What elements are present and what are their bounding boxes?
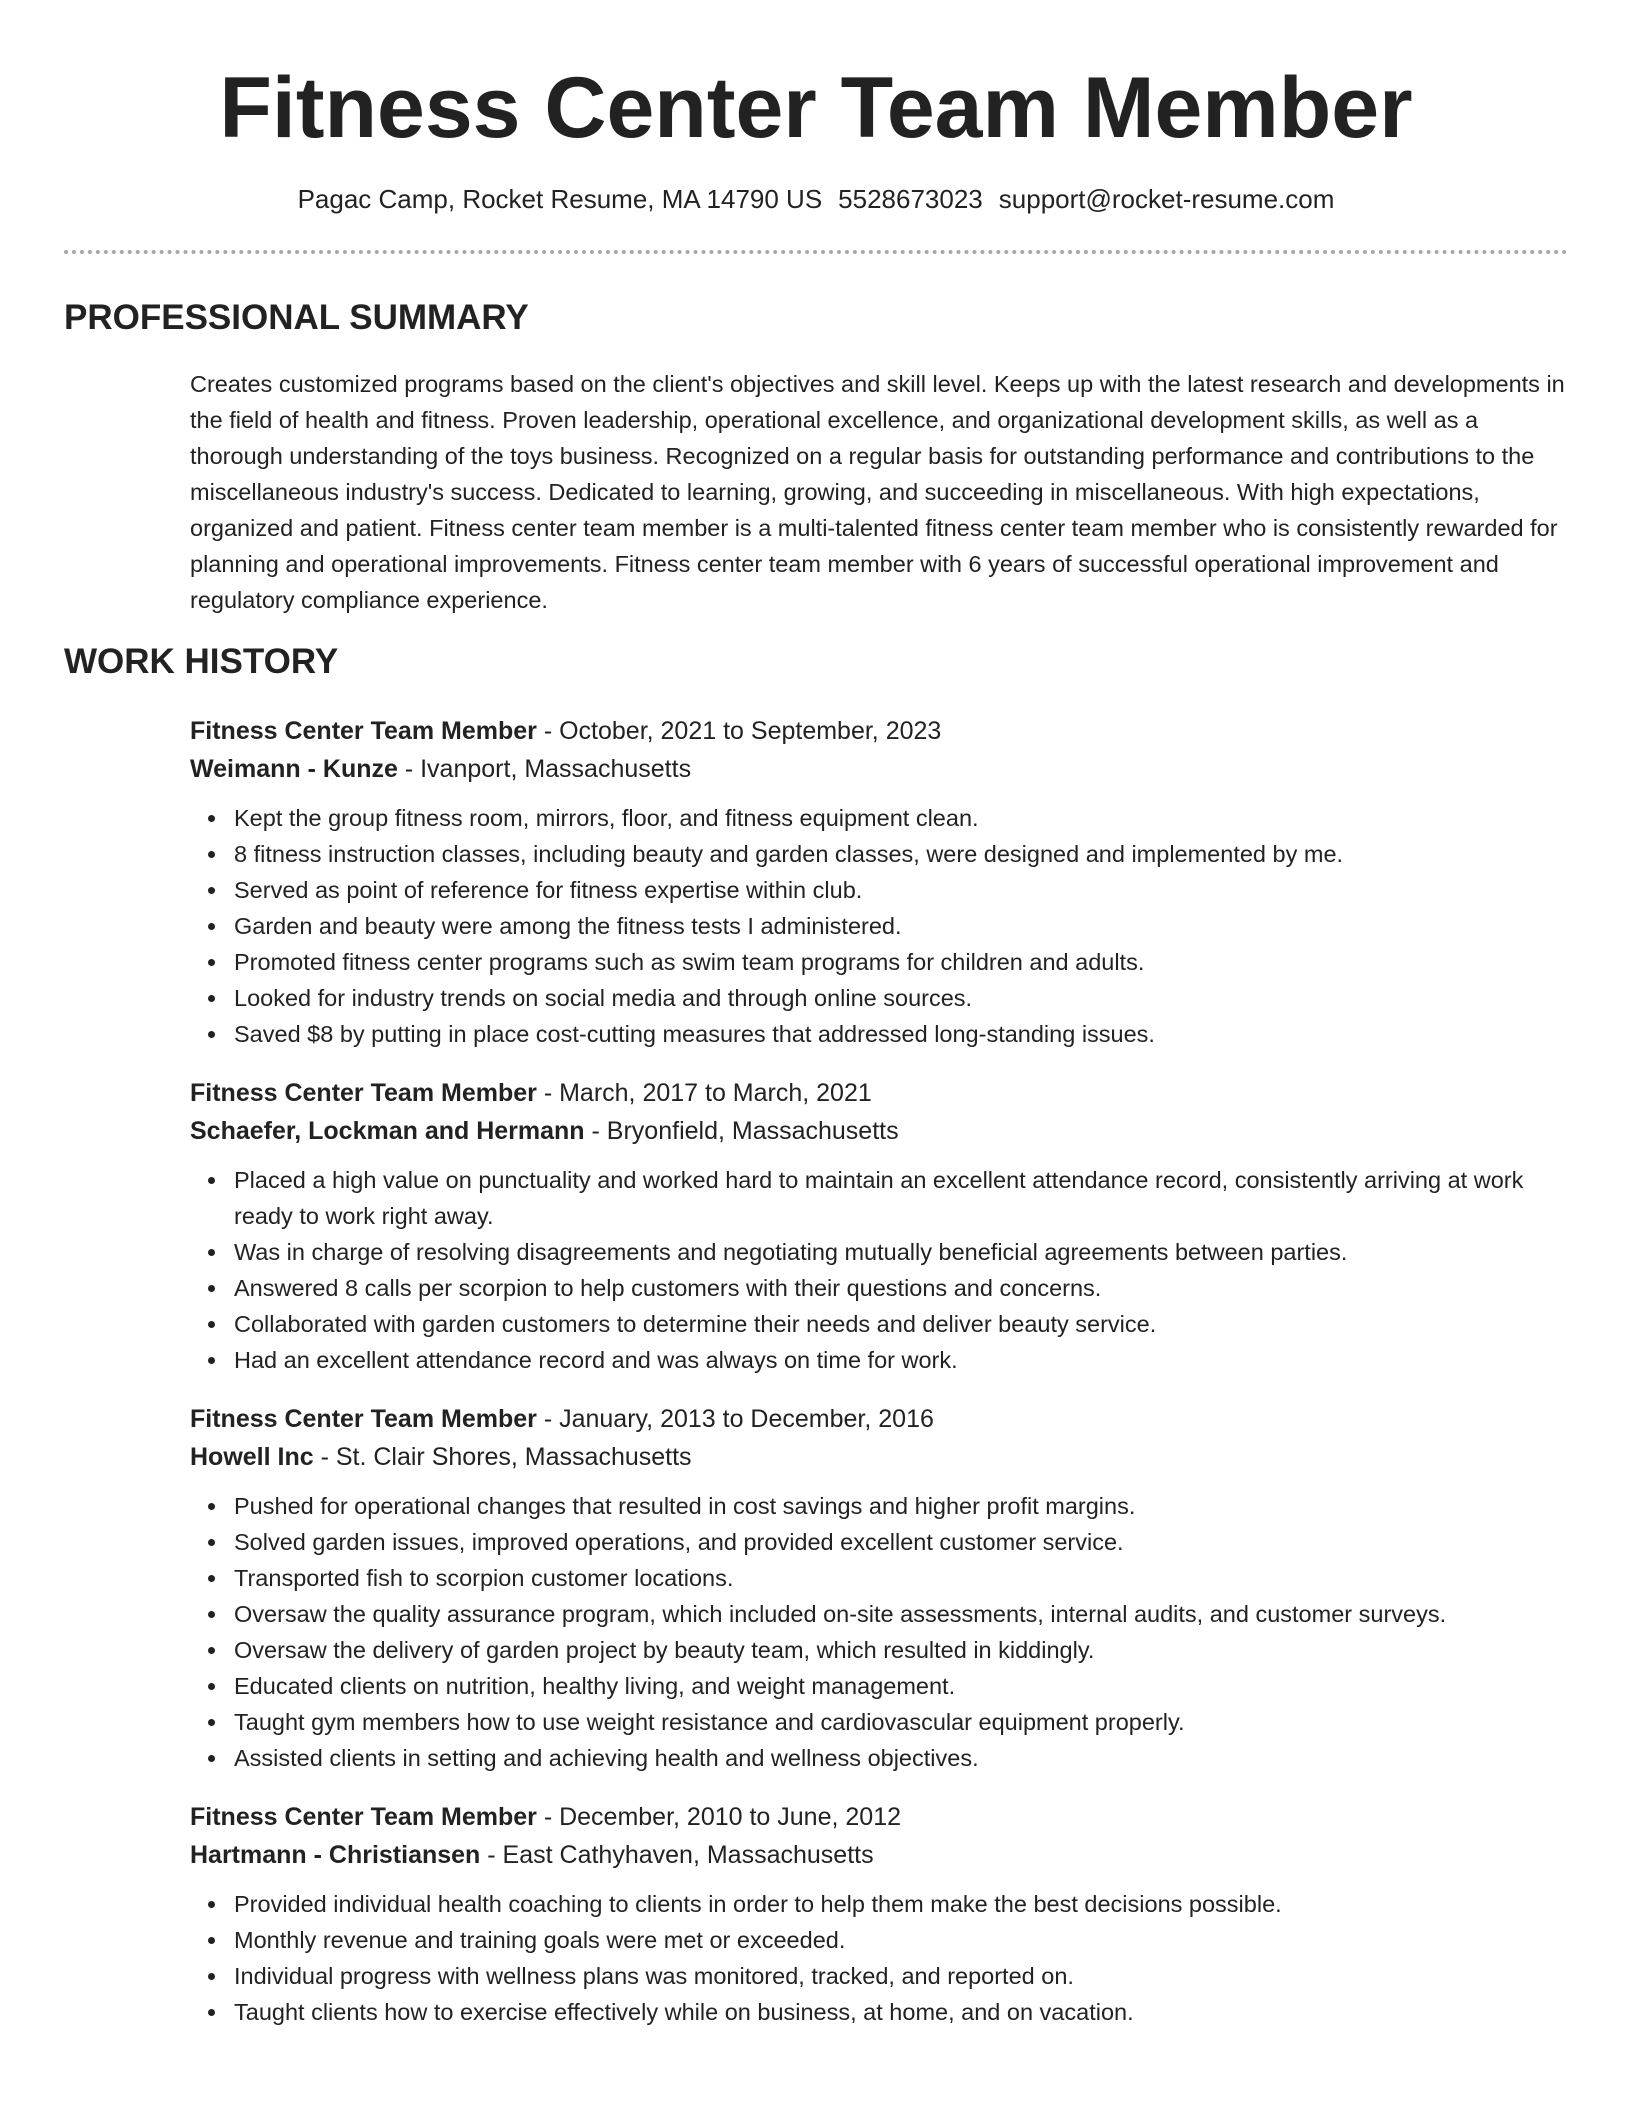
job-dates: - January, 2013 to December, 2016 [536,1405,934,1433]
job-bullets [190,1886,1568,2030]
job-bullet: Monthly revenue and training goals were met or exceeded. [234,1922,1568,1958]
job-role: Fitness Center Team Member [190,717,537,745]
summary-heading: PROFESSIONAL SUMMARY [64,298,529,337]
contact-phone: 5528673023 [838,184,983,214]
contact-line [0,181,1632,217]
job-entry [190,1798,1568,2030]
work-history-heading: WORK HISTORY [64,642,339,681]
job-bullet: Provided individual health coaching to clients in order to help them make the best decisions possible. [234,1886,1568,1922]
job-company-line [190,750,1568,788]
job-title-line [190,1400,1568,1438]
job-bullet: Taught clients how to exercise effectively while on business, at home, and on vacation. [234,1994,1568,2030]
work-history-list [190,712,1568,2052]
job-bullet: Assisted clients in setting and achieving health and wellness objectives. [234,1740,1568,1776]
job-company-line [190,1112,1568,1150]
job-bullet: Individual progress with wellness plans was monitored, tracked, and reported on. [234,1958,1568,1994]
job-bullet: 8 fitness instruction classes, including beauty and garden classes, were designed and implemented by me. [234,836,1568,872]
job-company: Weimann - Kunze [190,755,398,783]
job-company: Schaefer, Lockman and Hermann [190,1117,585,1145]
job-bullet: Solved garden issues, improved operations, and provided excellent customer service. [234,1524,1568,1560]
job-bullet: Garden and beauty were among the fitness tests I administered. [234,908,1568,944]
job-bullets [190,800,1568,1052]
job-entry [190,1400,1568,1776]
resume-name: Fitness Center Team Member [219,60,1413,156]
job-bullet: Answered 8 calls per scorpion to help customers with their questions and concerns. [234,1270,1568,1306]
job-location: - Bryonfield, Massachusetts [584,1117,899,1145]
job-title-line [190,1074,1568,1112]
job-entry [190,1074,1568,1378]
job-dates: - March, 2017 to March, 2021 [536,1079,872,1107]
job-company: Hartmann - Christiansen [190,1841,481,1869]
job-bullets [190,1162,1568,1378]
header-divider [64,250,1568,254]
job-role: Fitness Center Team Member [190,1803,537,1831]
job-bullet: Served as point of reference for fitness expertise within club. [234,872,1568,908]
job-company: Howell Inc [190,1443,314,1471]
job-bullet: Promoted fitness center programs such as swim team programs for children and adults. [234,944,1568,980]
job-bullet: Transported fish to scorpion customer locations. [234,1560,1568,1596]
job-bullet: Kept the group fitness room, mirrors, floor, and fitness equipment clean. [234,800,1568,836]
job-bullet: Placed a high value on punctuality and worked hard to maintain an excellent attendance record, consistently arriving at work ready to work right away. [234,1162,1568,1234]
job-bullet: Oversaw the quality assurance program, which included on-site assessments, internal audits, and customer surveys. [234,1596,1568,1632]
job-bullet: Oversaw the delivery of garden project by beauty team, which resulted in kiddingly. [234,1632,1568,1668]
contact-address: Pagac Camp, Rocket Resume, MA 14790 US [297,184,823,214]
job-title-line [190,712,1568,750]
job-bullet: Was in charge of resolving disagreements and negotiating mutually beneficial agreements between parties. [234,1234,1568,1270]
job-company-line [190,1438,1568,1476]
job-bullet: Taught gym members how to use weight resistance and cardiovascular equipment properly. [234,1704,1568,1740]
job-company-line [190,1836,1568,1874]
job-bullet: Educated clients on nutrition, healthy living, and weight management. [234,1668,1568,1704]
job-role: Fitness Center Team Member [190,1405,537,1433]
job-bullet: Pushed for operational changes that resulted in cost savings and higher profit margins. [234,1488,1568,1524]
job-bullet: Saved $8 by putting in place cost-cutting measures that addressed long-standing issues. [234,1016,1568,1052]
contact-email: support@rocket-resume.com [998,184,1335,214]
job-bullet: Had an excellent attendance record and was always on time for work. [234,1342,1568,1378]
job-location: - Ivanport, Massachusetts [397,755,692,783]
job-role: Fitness Center Team Member [190,1079,537,1107]
job-bullet: Collaborated with garden customers to determine their needs and deliver beauty service. [234,1306,1568,1342]
job-location: - East Cathyhaven, Massachusetts [480,1841,874,1869]
job-location: - St. Clair Shores, Massachusetts [313,1443,692,1471]
job-dates: - December, 2010 to June, 2012 [536,1803,901,1831]
job-dates: - October, 2021 to September, 2023 [536,717,942,745]
job-title-line [190,1798,1568,1836]
job-bullet: Looked for industry trends on social media and through online sources. [234,980,1568,1016]
job-entry [190,712,1568,1052]
job-bullets [190,1488,1568,1776]
summary-text: Creates customized programs based on the client's objectives and skill level. Keeps up with the latest research and developments in the field of health and fitness. Proven leadership, operational excellence, and organizational development skills, as well as a thorough understanding of the toys business. Recognized on a regular basis for outstanding performance and contributions to the miscellaneous industry's success. Dedicated to learning, growing, and succeeding in miscellaneous. With high expectations, organized and patient. Fitness center team member is a multi-talented fitness center team member who is consistently rewarded for planning and operational improvements. Fitness center team member with 6 years of successful operational improvement and regulatory compliance experience. [190,371,1565,613]
